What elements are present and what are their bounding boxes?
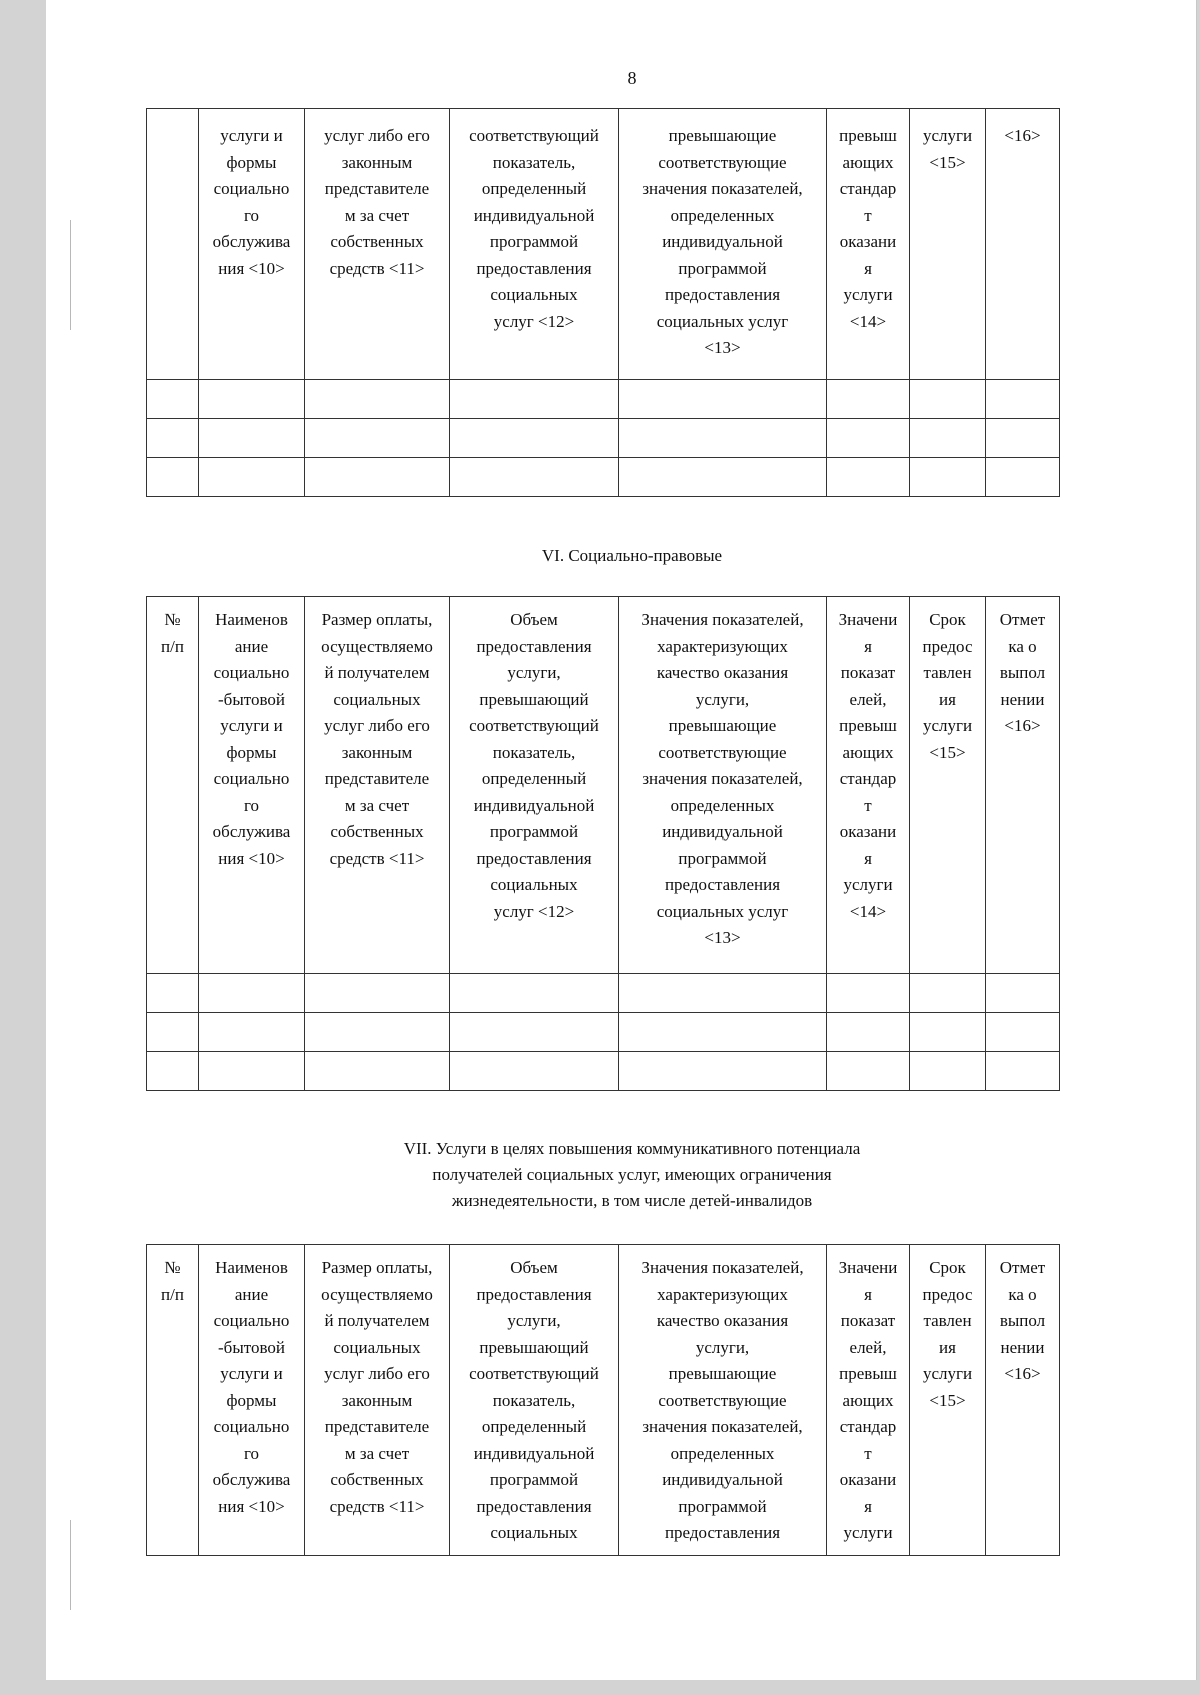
empty-cell	[199, 458, 305, 497]
empty-cell	[827, 419, 910, 458]
empty-cell	[827, 458, 910, 497]
table-row	[147, 1052, 1060, 1091]
table-row	[147, 380, 1060, 419]
empty-cell	[827, 1052, 910, 1091]
column-header: Объем предоставления услуги, превышающий соответствующий показатель, определенный индивидуальной программой предоставления социальных услуг <12>	[450, 597, 619, 974]
column-header: Размер оплаты, осуществляемо й получателем социальных услуг либо его законным представителе м за счет собственных средств <11>	[305, 597, 450, 974]
page-number: 8	[627, 68, 637, 88]
empty-cell	[147, 380, 199, 419]
empty-cell	[450, 1013, 619, 1052]
table-row	[147, 458, 1060, 497]
empty-cell	[450, 419, 619, 458]
empty-cell	[910, 1013, 986, 1052]
continuation-table	[146, 108, 1060, 497]
empty-cell	[450, 974, 619, 1013]
header-cell: соответствующий показатель, определенный индивидуальной программой предоставления социальных услуг <12>	[450, 109, 619, 380]
column-header: Значени я показат елей, превыш ающих стандар т оказани я услуги <14>	[827, 597, 910, 974]
empty-cell	[305, 1052, 450, 1091]
empty-cell	[305, 1013, 450, 1052]
empty-cell	[305, 419, 450, 458]
empty-cell	[305, 458, 450, 497]
empty-cell	[619, 974, 827, 1013]
empty-cell	[619, 419, 827, 458]
empty-cell	[619, 1013, 827, 1052]
empty-cell	[986, 974, 1060, 1013]
empty-cell	[305, 974, 450, 1013]
empty-cell	[986, 458, 1060, 497]
column-header: Отмет ка о выпол нении <16>	[986, 1245, 1060, 1556]
empty-cell	[619, 380, 827, 419]
header-cell: услуги <15>	[910, 109, 986, 380]
header-cell: <16>	[986, 109, 1060, 380]
column-header: Значени я показат елей, превыш ающих стандар т оказани я услуги	[827, 1245, 910, 1556]
header-cell: услуги и формы социально го обслужива ния <10>	[199, 109, 305, 380]
empty-cell	[910, 458, 986, 497]
empty-cell	[199, 380, 305, 419]
empty-cell	[199, 974, 305, 1013]
empty-cell	[827, 974, 910, 1013]
section-7-title-line: жизнедеятельности, в том числе детей-инвалидов	[451, 1191, 813, 1210]
table-row	[147, 1013, 1060, 1052]
header-cell: услуг либо его законным представителе м за счет собственных средств <11>	[305, 109, 450, 380]
empty-cell	[619, 458, 827, 497]
column-header: Срок предос тавлен ия услуги <15>	[910, 1245, 986, 1556]
column-header: Размер оплаты, осуществляемо й получателем социальных услуг либо его законным представителе м за счет собственных средств <11>	[305, 1245, 450, 1556]
empty-cell	[910, 419, 986, 458]
scan-edge-mark	[70, 220, 71, 330]
column-header: Срок предос тавлен ия услуги <15>	[910, 597, 986, 974]
empty-cell	[986, 419, 1060, 458]
column-header: Значения показателей, характеризующих качество оказания услуги, превышающие соответствующие значения показателей, определенных индивидуальной программой предоставления	[619, 1245, 827, 1556]
empty-cell	[910, 380, 986, 419]
section-7-title	[0, 1136, 1200, 1214]
section-7-title-line: VII. Услуги в целях повышения коммуникативного потенциала	[403, 1139, 861, 1158]
table-header-row	[147, 1245, 1060, 1556]
empty-cell	[827, 380, 910, 419]
empty-cell	[199, 1052, 305, 1091]
column-header: Объем предоставления услуги, превышающий соответствующий показатель, определенный индивидуальной программой предоставления социальных	[450, 1245, 619, 1556]
communication-services-table	[146, 1244, 1060, 1556]
empty-cell	[147, 458, 199, 497]
column-header: № п/п	[147, 597, 199, 974]
empty-cell	[619, 1052, 827, 1091]
table-row	[147, 419, 1060, 458]
empty-cell	[827, 1013, 910, 1052]
column-header: Наименов ание социально -бытовой услуги и формы социально го обслужива ния <10>	[199, 1245, 305, 1556]
empty-cell	[147, 1052, 199, 1091]
header-cell: превыш ающих стандар т оказани я услуги <14>	[827, 109, 910, 380]
table-row	[147, 974, 1060, 1013]
empty-cell	[986, 380, 1060, 419]
header-cell	[147, 109, 199, 380]
column-header: Отмет ка о выпол нении <16>	[986, 597, 1060, 974]
scan-edge-mark	[70, 1520, 71, 1610]
empty-cell	[305, 380, 450, 419]
table-header-row	[147, 597, 1060, 974]
empty-cell	[986, 1052, 1060, 1091]
empty-cell	[450, 1052, 619, 1091]
empty-cell	[199, 419, 305, 458]
empty-cell	[910, 1052, 986, 1091]
section-7-title-line: получателей социальных услуг, имеющих ограничения	[432, 1165, 832, 1184]
table-header-row	[147, 109, 1060, 380]
header-cell: превышающие соответствующие значения показателей, определенных индивидуальной программой предоставления социальных услуг <13>	[619, 109, 827, 380]
empty-cell	[910, 974, 986, 1013]
empty-cell	[986, 1013, 1060, 1052]
empty-cell	[147, 419, 199, 458]
column-header: № п/п	[147, 1245, 199, 1556]
empty-cell	[147, 974, 199, 1013]
social-legal-services-table	[146, 596, 1060, 1091]
empty-cell	[450, 458, 619, 497]
section-6-title: VI. Социально-правовые	[541, 546, 723, 565]
empty-cell	[450, 380, 619, 419]
empty-cell	[199, 1013, 305, 1052]
column-header: Значения показателей, характеризующих качество оказания услуги, превышающие соответствующие значения показателей, определенных индивидуальной программой предоставления социальных услуг <13>	[619, 597, 827, 974]
column-header: Наименов ание социально -бытовой услуги и формы социально го обслужива ния <10>	[199, 597, 305, 974]
empty-cell	[147, 1013, 199, 1052]
